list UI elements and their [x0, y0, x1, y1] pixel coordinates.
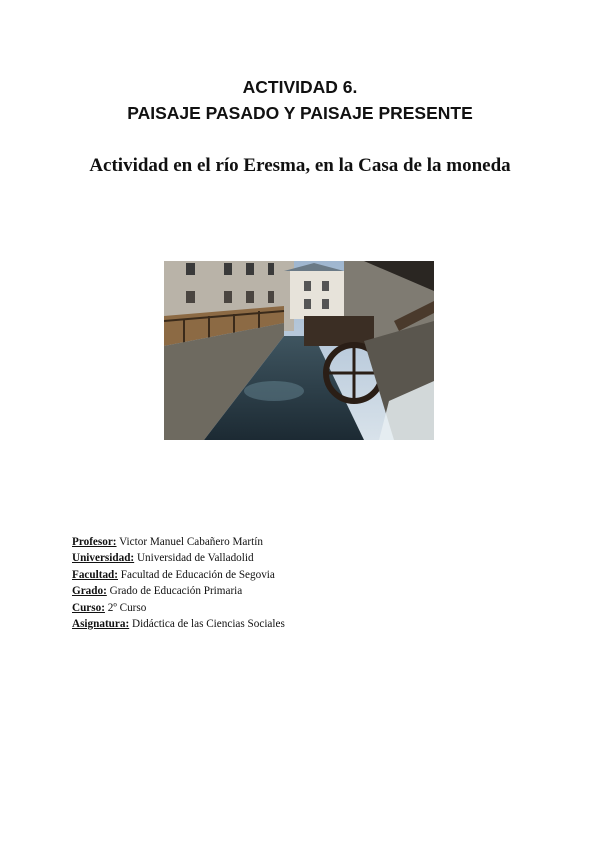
river-mill-photo — [164, 261, 434, 440]
info-label: Profesor: — [72, 536, 117, 548]
info-row-curso — [72, 600, 285, 616]
info-row-profesor — [72, 534, 285, 550]
document-subtitle: Actividad en el río Eresma, en la Casa de la moneda — [89, 155, 511, 176]
course-info — [72, 534, 285, 632]
info-row-asignatura — [72, 616, 285, 632]
info-value: Universidad de Valladolid — [136, 552, 254, 565]
info-label: Universidad: — [72, 552, 135, 565]
document-title — [0, 74, 600, 126]
info-value: Grado de Educación Primaria — [109, 585, 243, 598]
info-label: Grado: — [72, 585, 107, 598]
info-label: Facultad: — [72, 568, 118, 581]
info-value: 2º Curso — [107, 601, 147, 614]
info-row-universidad — [72, 550, 285, 566]
info-row-grado — [72, 583, 285, 599]
activity-number: ACTIVIDAD 6. — [242, 77, 358, 97]
info-label: Asignatura: — [72, 618, 130, 631]
info-label: Curso: — [72, 601, 105, 614]
info-value: Didáctica de las Ciencias Sociales — [131, 618, 285, 631]
info-value: Victor Manuel Cabañero Martín — [119, 536, 263, 548]
info-row-facultad — [72, 567, 285, 583]
info-value: Facultad de Educación de Segovia — [120, 568, 275, 581]
activity-title: PAISAJE PASADO Y PAISAJE PRESENTE — [127, 103, 473, 123]
